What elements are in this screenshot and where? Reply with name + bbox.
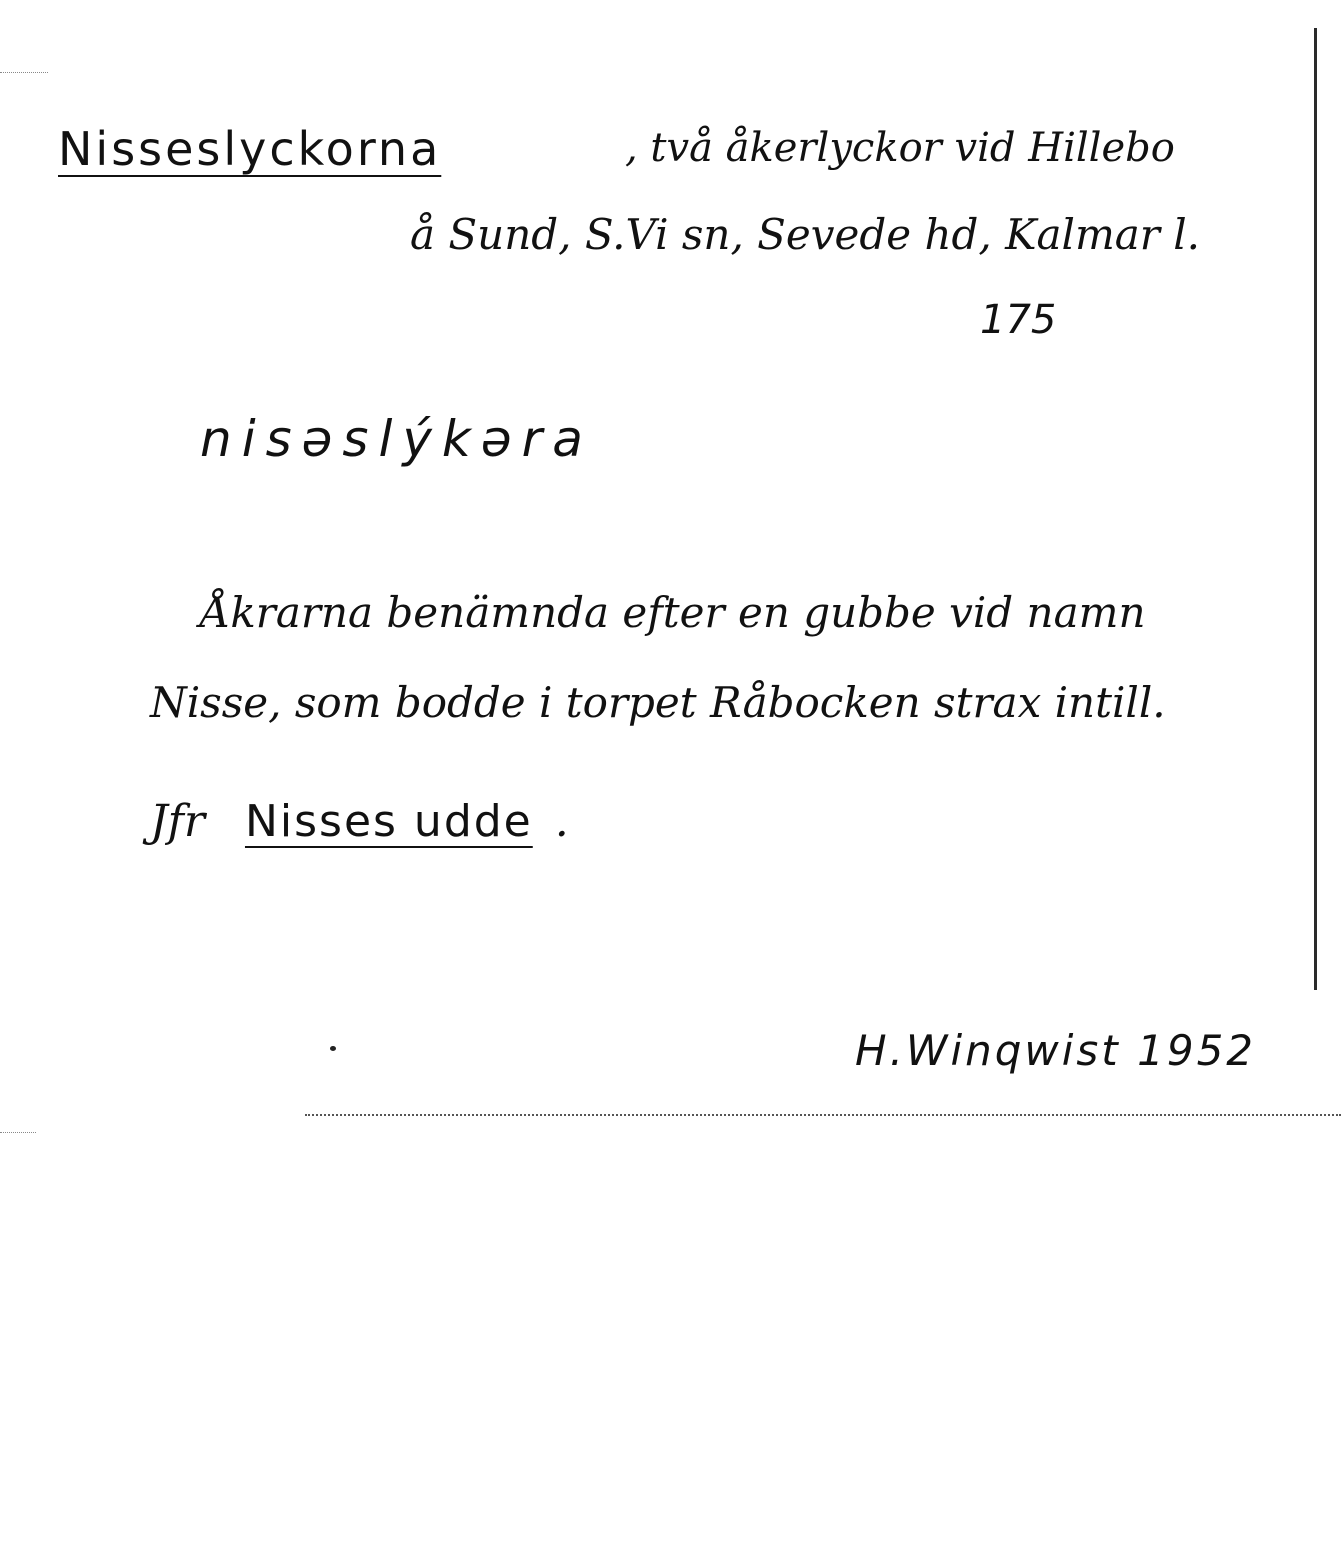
- scan-margin-mark: [0, 1132, 36, 1133]
- cross-reference-period: .: [554, 796, 569, 847]
- phonetic-transcription: nisəslýkəra: [200, 410, 593, 468]
- collector-signature: H.Winqwist 1952: [855, 1026, 1257, 1075]
- headword: Nisseslyckorna: [58, 122, 442, 176]
- scan-margin-mark: [0, 72, 48, 73]
- note-line: Nisse, som bodde i torpet Råbocken strax intill.: [150, 678, 1166, 727]
- card-number: 175: [980, 297, 1057, 343]
- note-line: Åkrarna benämnda efter en gubbe vid namn: [200, 588, 1146, 637]
- ink-speck: [330, 1046, 336, 1051]
- card-bottom-edge: [305, 1114, 1341, 1116]
- scan-edge-line: [1314, 28, 1317, 990]
- location-line: å Sund, S.Vi sn, Sevede hd, Kalmar l.: [410, 210, 1201, 259]
- cross-reference-label: Jfr: [150, 796, 205, 847]
- cross-reference-name: Nisses udde: [244, 796, 533, 847]
- header-description: , två åkerlyckor vid Hillebo: [625, 125, 1175, 171]
- cross-reference: [150, 796, 569, 847]
